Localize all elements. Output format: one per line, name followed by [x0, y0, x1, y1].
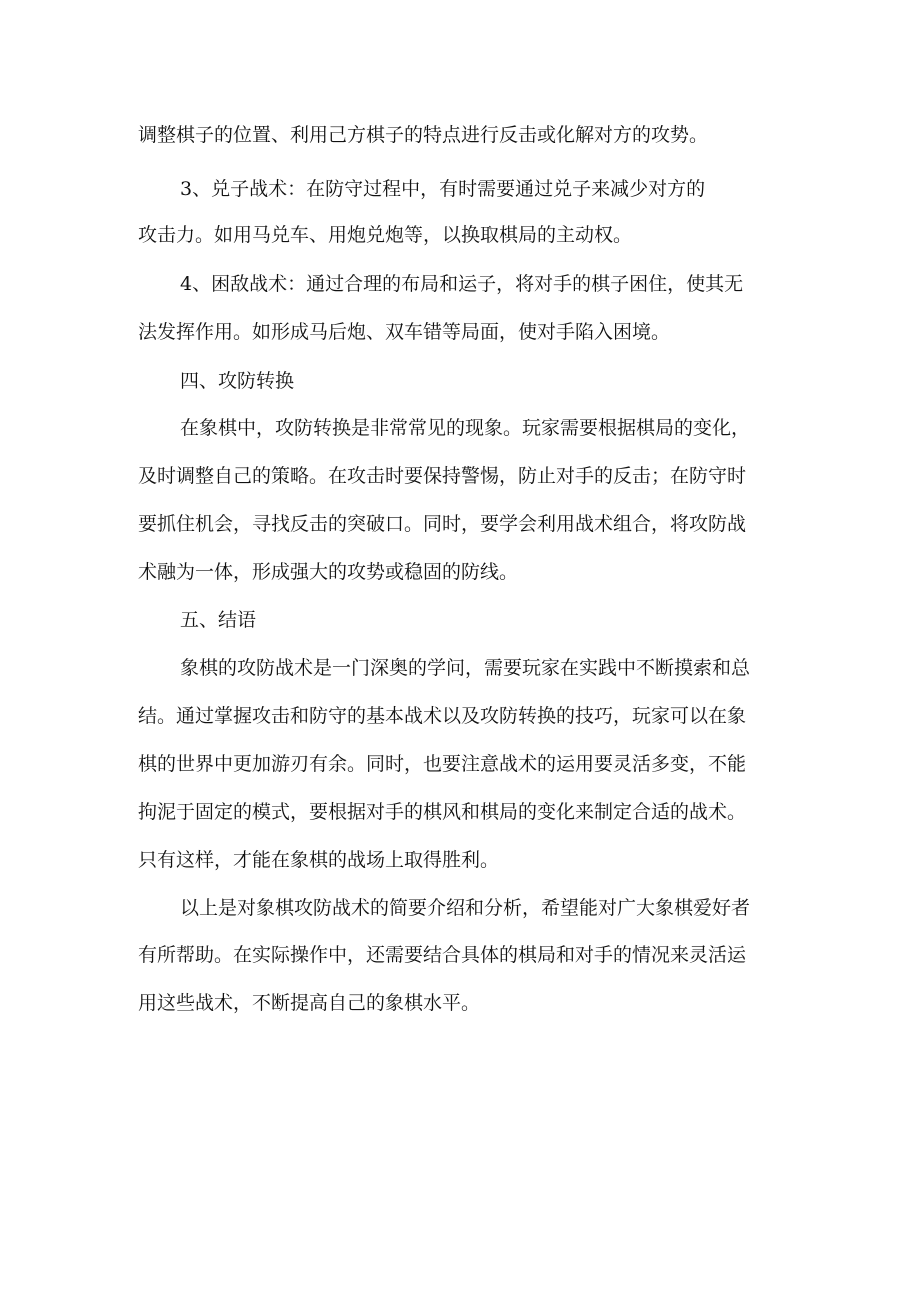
paragraph-line: 以上是对象棋攻防战术的简要介绍和分析，希望能对广大象棋爱好者	[180, 897, 751, 919]
paragraph-line: 在象棋中，攻防转换是非常常见的现象。玩家需要根据棋局的变化，	[180, 417, 751, 439]
paragraph-line: 结。通过掌握攻击和防守的基本战术以及攻防转换的技巧，玩家可以在象	[138, 705, 747, 727]
paragraph-line: 拘泥于固定的模式，要根据对手的棋风和棋局的变化来制定合适的战术。	[138, 801, 747, 823]
section-heading: 四、攻防转换	[180, 370, 295, 392]
list-item-line: 攻击力。如用马兑车、用炮兑炮等，以换取棋局的主动权。	[138, 224, 633, 246]
list-item-line: 法发挥作用。如形成马后炮、双车错等局面，使对手陷入困境。	[138, 321, 671, 343]
list-item-line: 3、兑子战术：在防守过程中，有时需要通过兑子来减少对方的	[180, 178, 706, 200]
paragraph-line: 要抓住机会，寻找反击的突破口。同时，要学会利用战术组合，将攻防战	[138, 513, 747, 535]
paragraph-line: 有所帮助。在实际操作中，还需要结合具体的棋局和对手的情况来灵活运	[138, 944, 747, 966]
paragraph-line: 及时调整自己的策略。在攻击时要保持警惕，防止对手的反击；在防守时	[138, 465, 747, 487]
list-item-line: 4、困敌战术：通过合理的布局和运子，将对手的棋子困住，使其无	[180, 273, 744, 295]
paragraph-line: 调整棋子的位置、利用己方棋子的特点进行反击或化解对方的攻势。	[138, 124, 709, 146]
paragraph-line: 只有这样，才能在象棋的战场上取得胜利。	[138, 849, 500, 871]
paragraph-line: 术融为一体，形成强大的攻势或稳固的防线。	[138, 561, 519, 583]
section-heading: 五、结语	[180, 609, 257, 631]
paragraph-line: 用这些战术，不断提高自己的象棋水平。	[138, 992, 481, 1014]
paragraph-line: 棋的世界中更加游刃有余。同时，也要注意战术的运用要灵活多变，不能	[138, 753, 747, 775]
paragraph-line: 象棋的攻防战术是一门深奥的学问，需要玩家在实践中不断摸索和总	[180, 657, 751, 679]
